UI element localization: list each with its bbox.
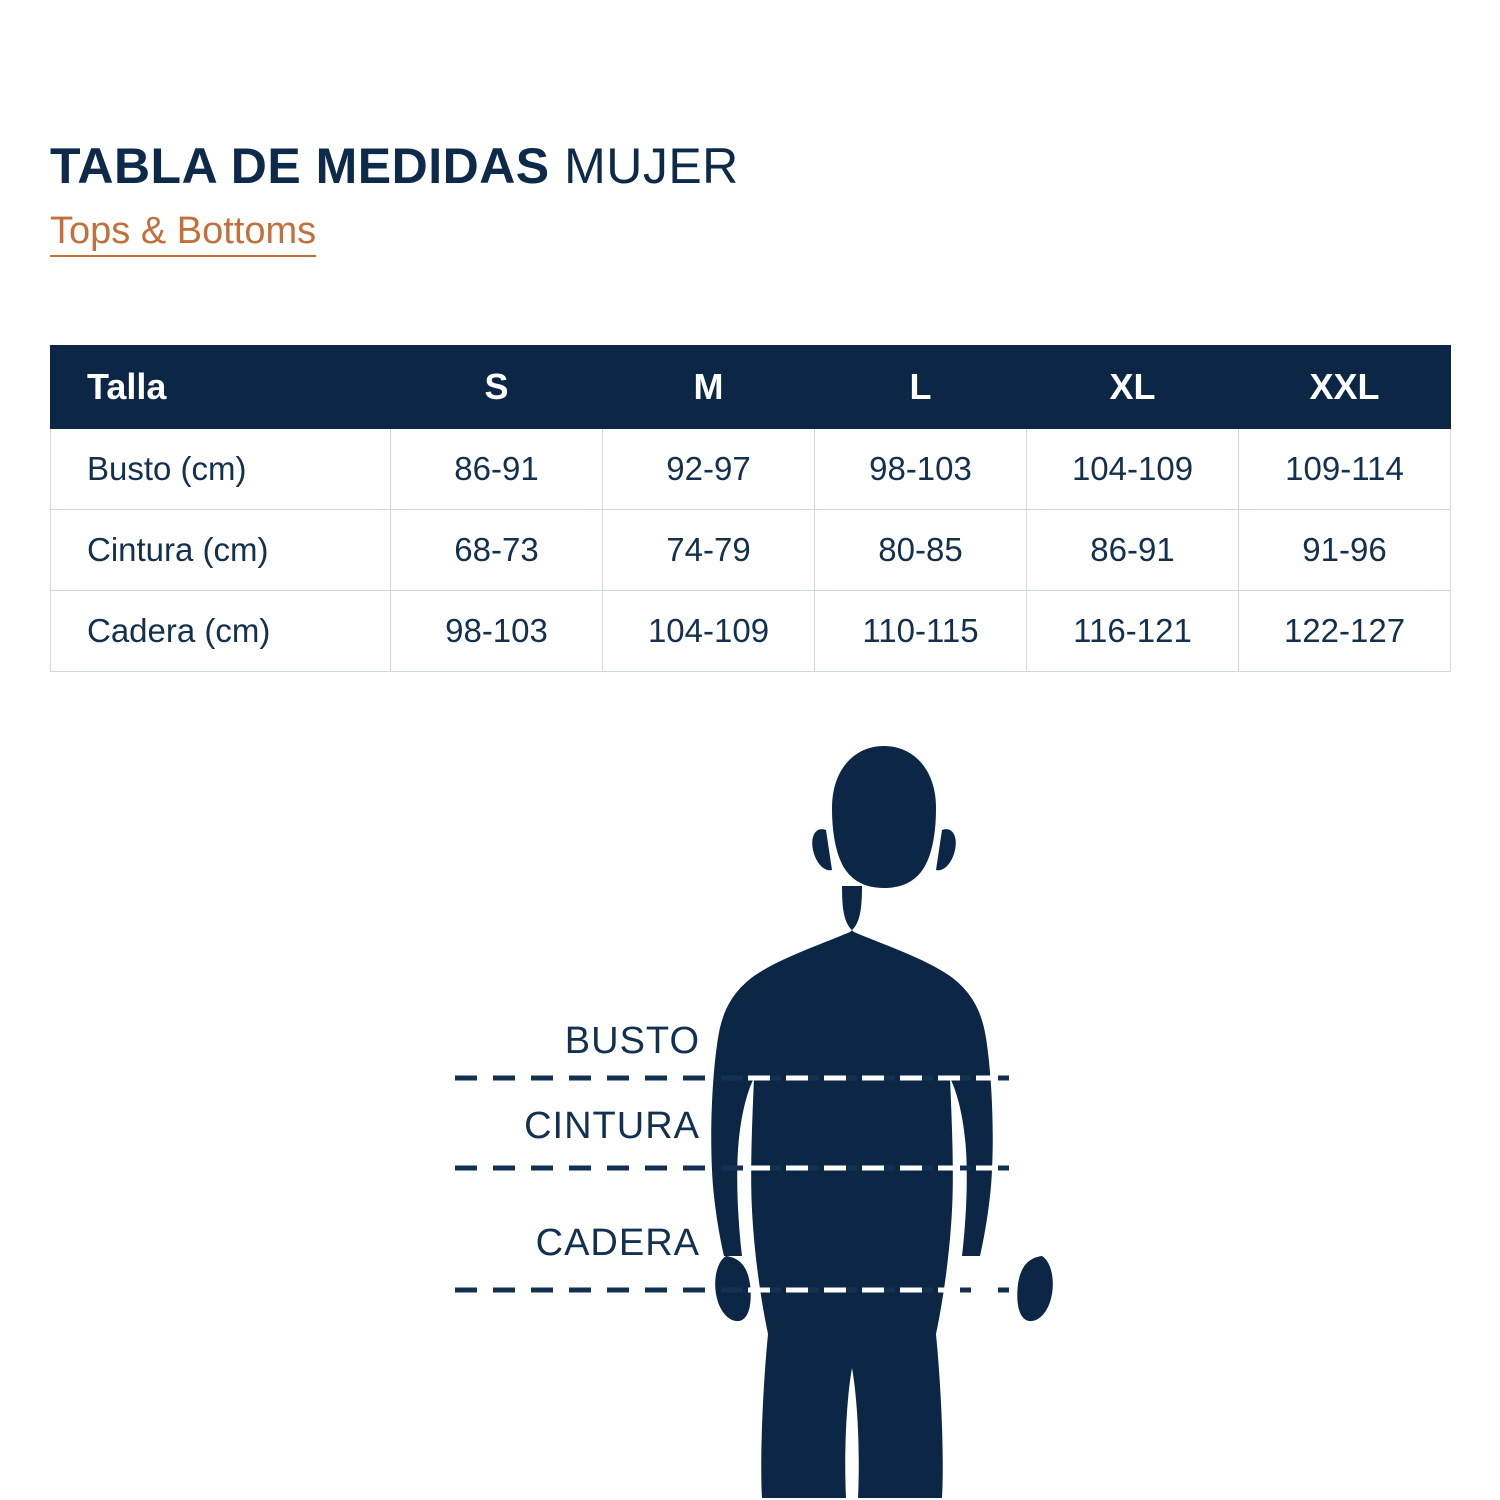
page-subtitle: Tops & Bottoms — [50, 211, 316, 258]
table-header-cell-s: S — [391, 346, 603, 429]
size-table-container — [50, 345, 1450, 672]
cell-cadera-xxl: 122-127 — [1239, 591, 1451, 672]
cell-cintura-l: 80-85 — [815, 510, 1027, 591]
cell-busto-m: 92-97 — [603, 429, 815, 510]
label-hip: CADERA — [535, 1222, 700, 1264]
cell-cintura-s: 68-73 — [391, 510, 603, 591]
measurement-figure — [0, 690, 1500, 1500]
size-table — [50, 345, 1451, 672]
cell-cadera-s: 98-103 — [391, 591, 603, 672]
table-header-cell-m: M — [603, 346, 815, 429]
cell-busto-s: 86-91 — [391, 429, 603, 510]
table-header-cell-xl: XL — [1027, 346, 1239, 429]
cell-cintura-m: 74-79 — [603, 510, 815, 591]
cell-busto-xxl: 109-114 — [1239, 429, 1451, 510]
cell-cintura-xl: 86-91 — [1027, 510, 1239, 591]
row-label-cintura: Cintura (cm) — [51, 510, 391, 591]
page-title-light: MUJER — [564, 138, 739, 194]
table-row — [51, 429, 1451, 510]
label-waist: CINTURA — [524, 1105, 700, 1147]
page-title-bold: TABLA DE MEDIDAS — [50, 138, 550, 194]
table-header-cell-xxl: XXL — [1239, 346, 1451, 429]
page-title — [50, 140, 1450, 193]
header — [50, 140, 1450, 257]
label-bust: BUSTO — [564, 1020, 700, 1062]
row-label-cadera: Cadera (cm) — [51, 591, 391, 672]
cell-cadera-l: 110-115 — [815, 591, 1027, 672]
body-silhouette-icon — [0, 690, 1500, 1500]
cell-busto-xl: 104-109 — [1027, 429, 1239, 510]
table-row — [51, 510, 1451, 591]
cell-cadera-xl: 116-121 — [1027, 591, 1239, 672]
cell-cadera-m: 104-109 — [603, 591, 815, 672]
table-header-cell-talla: Talla — [51, 346, 391, 429]
table-row — [51, 591, 1451, 672]
cell-cintura-xxl: 91-96 — [1239, 510, 1451, 591]
table-header-cell-l: L — [815, 346, 1027, 429]
cell-busto-l: 98-103 — [815, 429, 1027, 510]
table-header-row — [51, 346, 1451, 429]
row-label-busto: Busto (cm) — [51, 429, 391, 510]
